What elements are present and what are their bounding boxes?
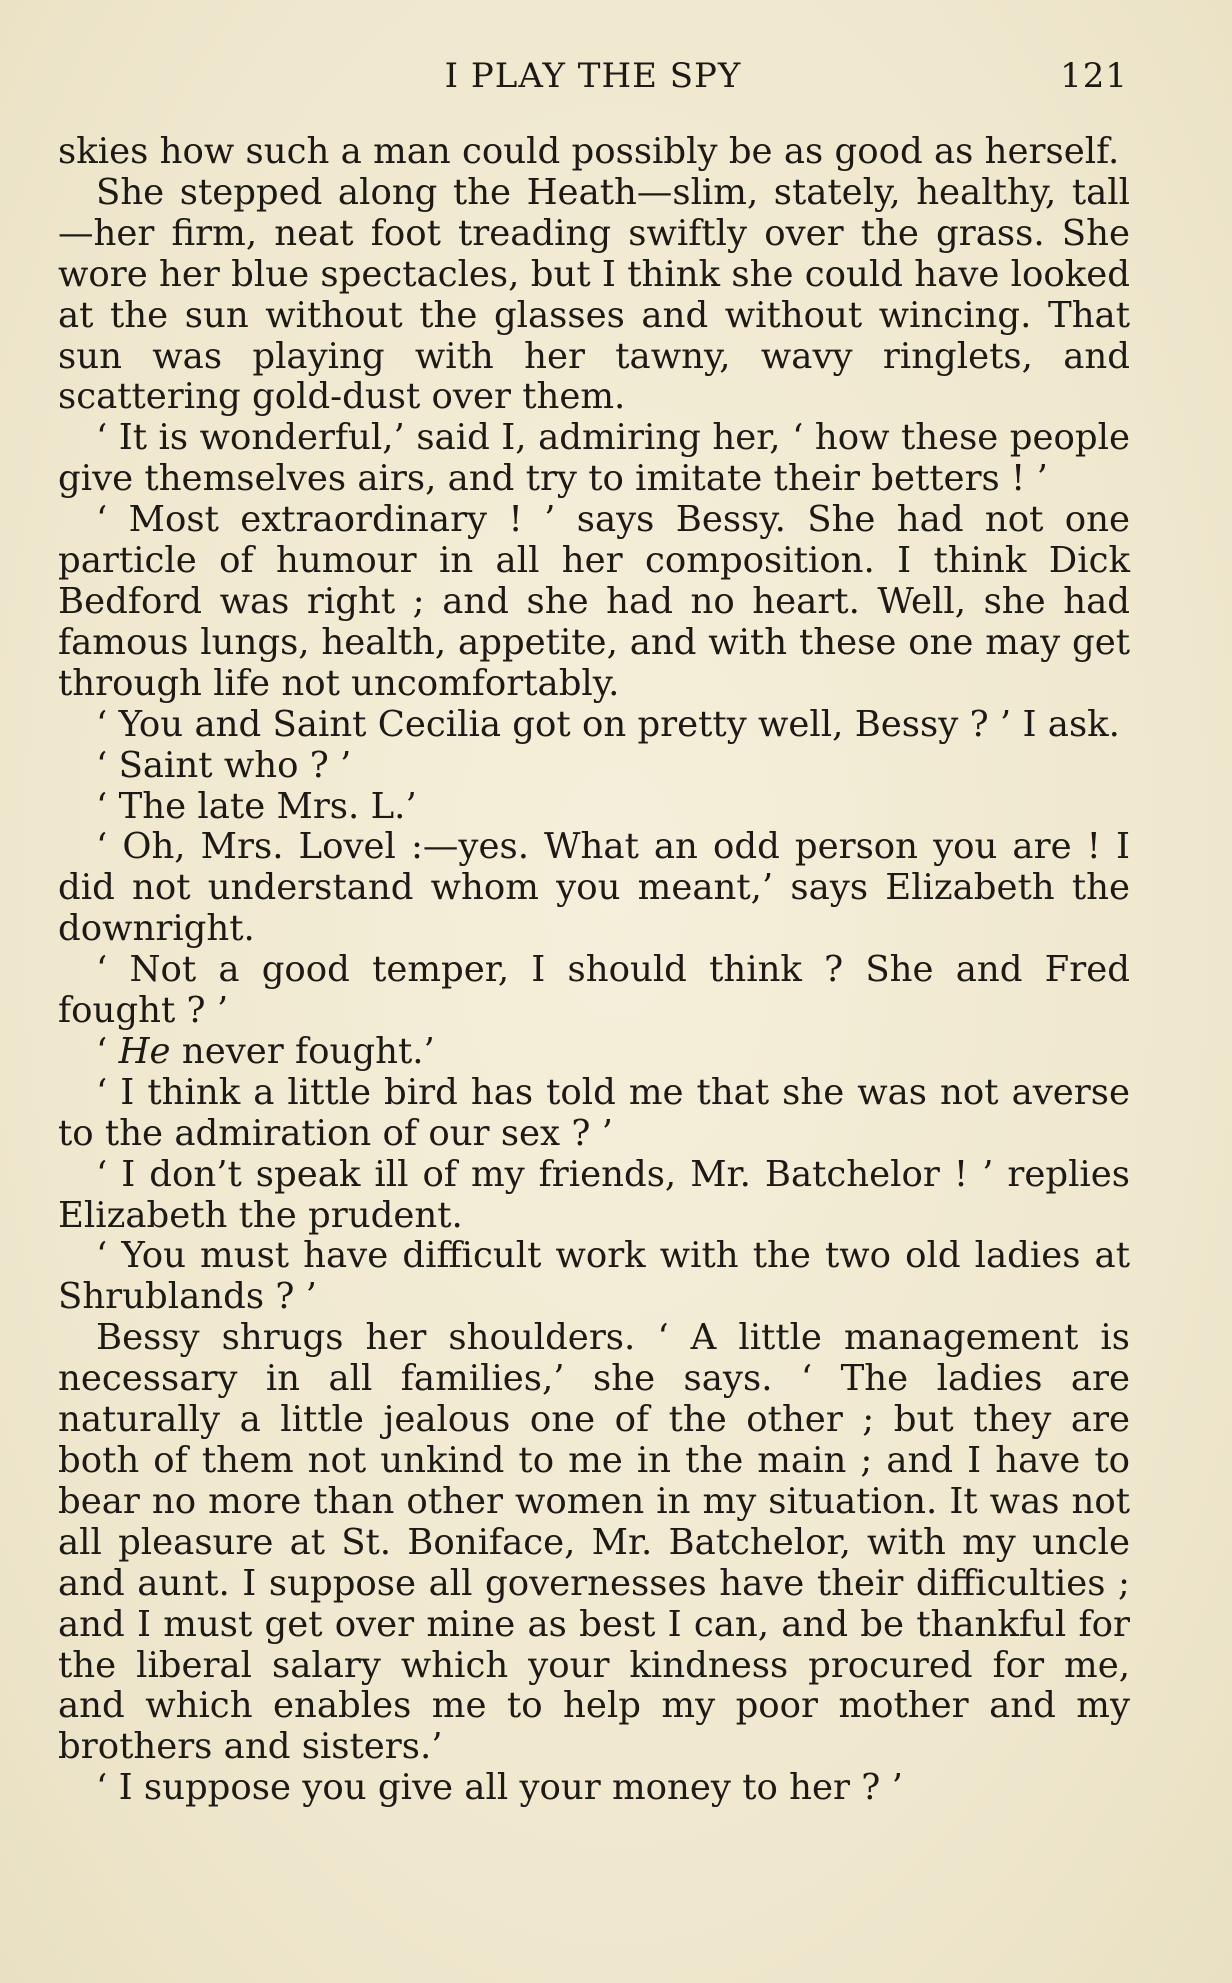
paragraph: ‘ I suppose you give all your money to her ? ’ — [96, 1767, 903, 1809]
paragraph: ‘ You and Saint Cecilia got on pretty well, Bessy ? ’ I ask. — [96, 703, 1120, 745]
running-title: I PLAY THE SPY — [444, 56, 742, 96]
emphasis: He — [118, 1030, 171, 1072]
paragraph: ‘ Not a good temper, I should think ? She and Fred fought ? ’ — [58, 949, 1130, 1032]
paragraph: ‘ Oh, Mrs. Lovel :—yes. What an odd person you are ! I did not understand whom you meant,’ says Elizabeth the downright. — [58, 826, 1130, 950]
paragraph: ‘ You must have difficult work with the two old ladies at Shrublands ? ’ — [58, 1235, 1130, 1318]
paragraph: ‘ I think a little bird has told me that she was not averse to the admiration of our sex ? ’ — [58, 1071, 1130, 1154]
paragraph: She stepped along the Heath—slim, stately, healthy, tall—her firm, neat foot treading swiftly over the grass. She wore her blue spectacles, but I think she could have looked at the sun without the glasses and without wincing. That sun was playing with her tawny, wavy ringlets, and scattering gold-dust over them. — [58, 171, 1130, 418]
paragraph: ‘ Most extraordinary ! ’ says Bessy. She had not one particle of humour in all her composition. I think Dick Bedford was right ; and she had no heart. Well, she had famous lungs, health, appetite, and with these one may get through life not uncomfortably. — [58, 499, 1130, 704]
paragraph-rest: never fought.’ — [170, 1030, 435, 1072]
quote-open: ‘ — [96, 1030, 119, 1072]
paragraph: Bessy shrugs her shoulders. ‘ A little management is necessary in all families,’ she says. ‘ The ladies are naturally a little jealous one of the other ; but they are both of them not unkind to me in the main ; and I have to bear no more than other women in my situation. It was not all pleasure at St. Boniface, Mr. Batchelor, with my uncle and aunt. I suppose all governesses have their difficulties ; and I must get over mine as best I can, and be thankful for the liberal salary which your kindness procured for me, and which enables me to help my poor mother and my brothers and sisters.’ — [58, 1317, 1130, 1768]
paragraph: skies how such a man could possibly be as good as herself. — [58, 131, 1120, 172]
paragraph: ‘ I don’t speak ill of my friends, Mr. Batchelor ! ’ replies Elizabeth the prudent. — [58, 1153, 1130, 1236]
body-text — [58, 132, 1130, 1809]
paragraph — [58, 1032, 1130, 1073]
paragraph: ‘ The late Mrs. L.’ — [96, 785, 417, 827]
paragraph: ‘ It is wonderful,’ said I, admiring her, ‘ how these people give themselves airs, and try to imitate their betters ! ’ — [58, 417, 1130, 500]
page-number: 121 — [1060, 56, 1128, 96]
paragraph: ‘ Saint who ? ’ — [96, 744, 352, 786]
page-header — [58, 56, 1128, 106]
